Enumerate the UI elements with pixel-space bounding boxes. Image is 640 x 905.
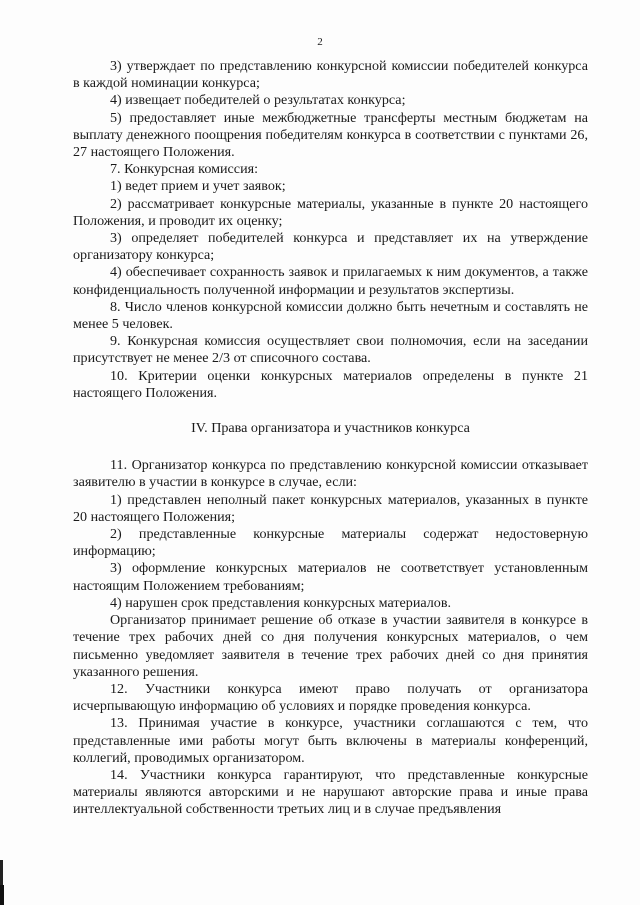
paragraph: 2) рассматривает конкурсные материалы, указанные в пункте 20 настоящего Положения, и проводит их оценку;: [73, 195, 588, 229]
paragraph: 11. Организатор конкурса по представлению конкурсной комиссии отказывает заявителю в участии в конкурсе в случае, если:: [73, 457, 588, 491]
paragraph: 3) определяет победителей конкурса и представляет их на утверждение организатору конкурса;: [73, 230, 588, 264]
paragraph: 1) ведет прием и учет заявок;: [110, 178, 286, 195]
section-heading: IV. Права организатора и участников конкурса: [191, 420, 470, 437]
paragraph: 14. Участники конкурса гарантируют, что представленные конкурсные материалы являются авторскими и не нарушают авторские права и иные права интеллектуальной собственности третьих лиц и в случае предъявления: [73, 766, 588, 818]
paragraph: 7. Конкурсная комиссия:: [110, 161, 259, 178]
document-body: [73, 58, 588, 819]
paragraph: 13. Принимая участие в конкурсе, участники соглашаются с тем, что представленные ими работы могут быть включены в материалы конференций, коллегий, проводимых организатором.: [73, 715, 588, 766]
paragraph: 5) предоставляет иные межбюджетные трансферты местным бюджетам на выплату денежного поощрения победителям конкурса в соответствии с пунктами 26, 27 настоящего Положения.: [73, 109, 588, 161]
paragraph: 8. Число членов конкурсной комиссии должно быть нечетным и составлять не менее 5 человек.: [73, 298, 588, 333]
paragraph: Организатор принимает решение об отказе в участии заявителя в конкурсе в течение трех рабочих дней со дня получения конкурсных материалов, о чем письменно уведомляет заявителя в течение трех рабочих дней со дня принятия указанного решения.: [73, 612, 588, 680]
paragraph: 12. Участники конкурса имеют право получать от организатора исчерпывающую информацию об условиях и порядке проведения конкурса.: [73, 680, 588, 715]
paragraph: 4) извещает победителей о результатах конкурса;: [110, 92, 406, 109]
paragraph: 3) оформление конкурсных материалов не соответствует установленным настоящим Положением требованиям;: [73, 560, 588, 594]
paragraph: 1) представлен неполный пакет конкурсных материалов, указанных в пункте 20 настоящего Положения;: [73, 491, 588, 525]
scan-edge-mark: [0, 885, 4, 905]
paragraph: 2) представленные конкурсные материалы содержат недостоверную информацию;: [73, 526, 588, 560]
paragraph: 10. Критерии оценки конкурсных материалов определены в пункте 21 настоящего Положения.: [73, 367, 588, 401]
paragraph: 4) нарушен срок представления конкурсных материалов.: [110, 594, 452, 611]
paragraph: 9. Конкурсная комиссия осуществляет свои полномочия, если на заседании присутствует не менее 2/3 от списочного состава.: [73, 333, 588, 367]
page-number: 2: [317, 36, 323, 48]
paragraph: 3) утверждает по представлению конкурсной комиссии победителей конкурса в каждой номинации конкурса;: [73, 58, 588, 92]
paragraph: 4) обеспечивает сохранность заявок и прилагаемых к ним документов, а также конфиденциальность полученной информации и результатов экспертизы.: [73, 264, 588, 298]
